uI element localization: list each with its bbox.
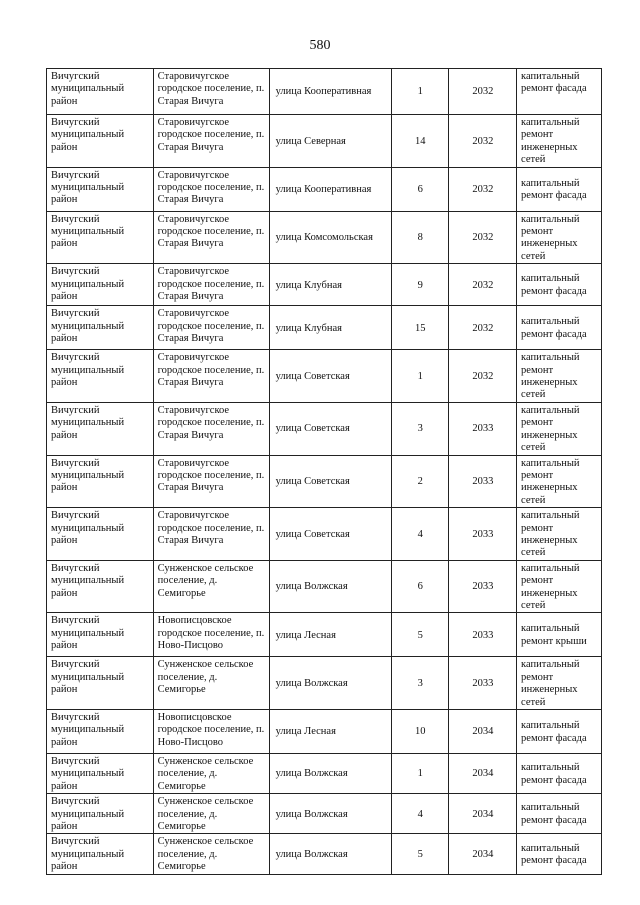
cell-settlement: Сунженское сельское поселение, д. Семигорье [153,754,269,794]
cell-settlement: Сунженское сельское поселение, д. Семигорье [153,560,269,613]
cell-street: улица Волжская [269,754,391,794]
cell-settlement: Старовичугское городское поселение, п. Старая Вичуга [153,167,269,211]
table-row [47,402,602,455]
cell-district: Вичугский муниципальный район [47,264,154,306]
cell-street: улица Кооперативная [269,69,391,115]
cell-house-number: 5 [391,834,448,874]
table-row [47,508,602,561]
cell-house-number: 2 [391,455,448,508]
cell-street: улица Клубная [269,306,391,350]
cell-work-type: капитальный ремонт фасада [517,306,602,350]
cell-district: Вичугский муниципальный район [47,834,154,874]
cell-work-type: капитальный ремонт инженерных сетей [517,508,602,561]
cell-house-number: 9 [391,264,448,306]
cell-street: улица Волжская [269,560,391,613]
cell-work-type: капитальный ремонт инженерных сетей [517,115,602,168]
cell-street: улица Советская [269,455,391,508]
cell-district: Вичугский муниципальный район [47,69,154,115]
cell-district: Вичугский муниципальный район [47,710,154,754]
table-row [47,657,602,710]
cell-district: Вичугский муниципальный район [47,754,154,794]
table-row [47,834,602,874]
cell-district: Вичугский муниципальный район [47,350,154,403]
cell-year: 2034 [448,754,516,794]
cell-year: 2032 [448,167,516,211]
cell-work-type: капитальный ремонт инженерных сетей [517,211,602,264]
cell-work-type: капитальный ремонт фасада [517,710,602,754]
cell-work-type: капитальный ремонт фасада [517,69,602,115]
cell-work-type: капитальный ремонт фасада [517,794,602,834]
cell-settlement: Старовичугское городское поселение, п. Старая Вичуга [153,69,269,115]
cell-year: 2033 [448,560,516,613]
cell-year: 2033 [448,508,516,561]
cell-work-type: капитальный ремонт инженерных сетей [517,402,602,455]
cell-work-type: капитальный ремонт фасада [517,834,602,874]
cell-district: Вичугский муниципальный район [47,794,154,834]
cell-street: улица Волжская [269,834,391,874]
cell-work-type: капитальный ремонт инженерных сетей [517,560,602,613]
cell-house-number: 3 [391,402,448,455]
cell-work-type: капитальный ремонт фасада [517,264,602,306]
cell-house-number: 5 [391,613,448,657]
cell-district: Вичугский муниципальный район [47,508,154,561]
cell-street: улица Лесная [269,613,391,657]
table-row [47,350,602,403]
cell-year: 2032 [448,69,516,115]
cell-settlement: Старовичугское городское поселение, п. Старая Вичуга [153,402,269,455]
cell-street: улица Советская [269,508,391,561]
cell-year: 2032 [448,115,516,168]
cell-district: Вичугский муниципальный район [47,657,154,710]
cell-work-type: капитальный ремонт фасада [517,167,602,211]
table-row [47,115,602,168]
table-row [47,455,602,508]
cell-street: улица Волжская [269,794,391,834]
cell-settlement: Старовичугское городское поселение, п. Старая Вичуга [153,211,269,264]
cell-street: улица Кооперативная [269,167,391,211]
cell-work-type: капитальный ремонт крыши [517,613,602,657]
cell-district: Вичугский муниципальный район [47,115,154,168]
table-row [47,613,602,657]
table-row [47,560,602,613]
cell-settlement: Старовичугское городское поселение, п. Старая Вичуга [153,455,269,508]
cell-work-type: капитальный ремонт фасада [517,754,602,794]
cell-street: улица Советская [269,350,391,403]
cell-house-number: 15 [391,306,448,350]
table-row [47,710,602,754]
cell-settlement: Сунженское сельское поселение, д. Семигорье [153,834,269,874]
cell-work-type: капитальный ремонт инженерных сетей [517,657,602,710]
cell-year: 2032 [448,264,516,306]
cell-year: 2033 [448,657,516,710]
cell-house-number: 4 [391,794,448,834]
cell-house-number: 4 [391,508,448,561]
cell-district: Вичугский муниципальный район [47,402,154,455]
cell-street: улица Лесная [269,710,391,754]
cell-year: 2034 [448,710,516,754]
cell-house-number: 8 [391,211,448,264]
cell-settlement: Старовичугское городское поселение, п. Старая Вичуга [153,508,269,561]
cell-settlement: Новописцовское городское поселение, п. Ново-Писцово [153,710,269,754]
table-row [47,754,602,794]
cell-street: улица Северная [269,115,391,168]
table-row [47,69,602,115]
cell-year: 2032 [448,350,516,403]
table-row [47,211,602,264]
table-body [47,69,602,875]
table-row [47,306,602,350]
table-row [47,167,602,211]
cell-district: Вичугский муниципальный район [47,455,154,508]
cell-year: 2033 [448,402,516,455]
cell-district: Вичугский муниципальный район [47,306,154,350]
cell-work-type: капитальный ремонт инженерных сетей [517,455,602,508]
cell-year: 2032 [448,306,516,350]
cell-settlement: Сунженское сельское поселение, д. Семигорье [153,794,269,834]
cell-district: Вичугский муниципальный район [47,560,154,613]
cell-year: 2034 [448,834,516,874]
housing-repair-table [46,68,602,875]
cell-house-number: 14 [391,115,448,168]
cell-year: 2033 [448,455,516,508]
cell-house-number: 1 [391,350,448,403]
cell-house-number: 6 [391,167,448,211]
table-row [47,264,602,306]
cell-district: Вичугский муниципальный район [47,211,154,264]
cell-house-number: 6 [391,560,448,613]
cell-house-number: 1 [391,754,448,794]
cell-settlement: Старовичугское городское поселение, п. Старая Вичуга [153,350,269,403]
cell-district: Вичугский муниципальный район [47,613,154,657]
cell-work-type: капитальный ремонт инженерных сетей [517,350,602,403]
cell-settlement: Старовичугское городское поселение, п. Старая Вичуга [153,115,269,168]
cell-street: улица Советская [269,402,391,455]
cell-settlement: Старовичугское городское поселение, п. Старая Вичуга [153,264,269,306]
cell-settlement: Сунженское сельское поселение, д. Семигорье [153,657,269,710]
cell-settlement: Новописцовское городское поселение, п. Ново-Писцово [153,613,269,657]
table-row [47,794,602,834]
cell-year: 2033 [448,613,516,657]
cell-year: 2034 [448,794,516,834]
cell-street: улица Клубная [269,264,391,306]
cell-year: 2032 [448,211,516,264]
cell-street: улица Комсомольская [269,211,391,264]
cell-house-number: 3 [391,657,448,710]
cell-house-number: 10 [391,710,448,754]
page-number: 580 [309,38,331,53]
cell-house-number: 1 [391,69,448,115]
cell-district: Вичугский муниципальный район [47,167,154,211]
cell-settlement: Старовичугское городское поселение, п. Старая Вичуга [153,306,269,350]
cell-street: улица Волжская [269,657,391,710]
